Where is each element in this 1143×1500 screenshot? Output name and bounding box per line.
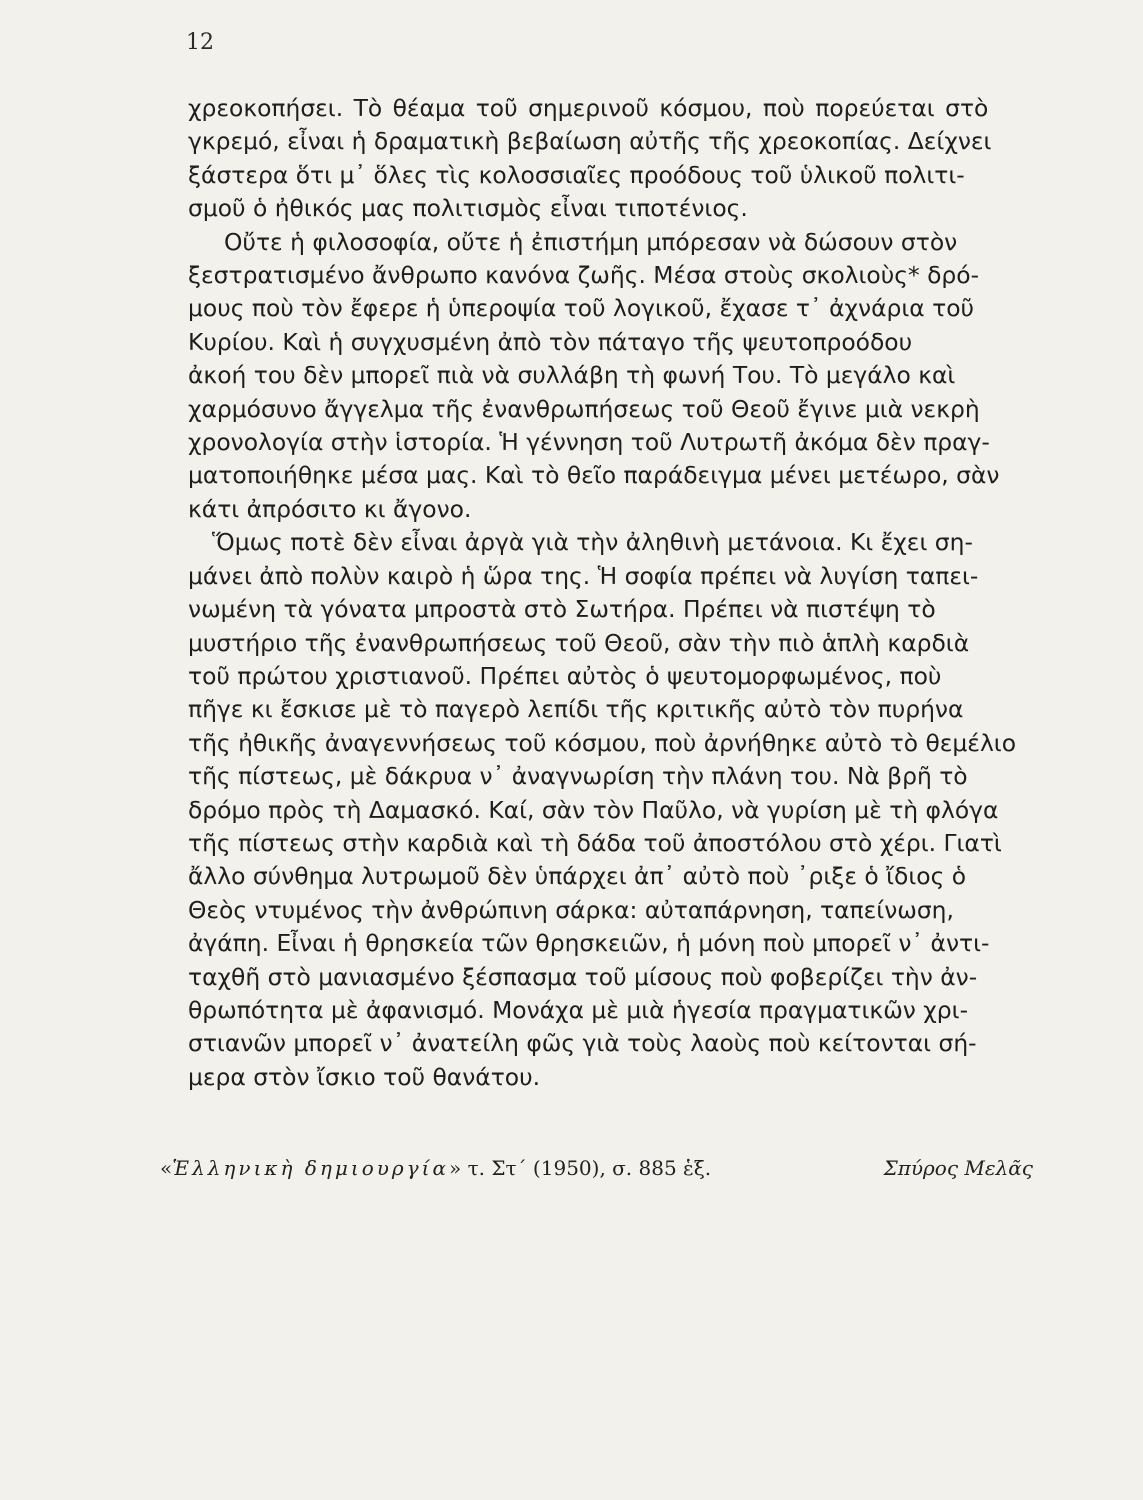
text-line: μυστήριο τῆς ἐνανθρωπήσεως τοῦ Θεοῦ, σὰν τὴν πιὸ ἁπλὴ καρδιὰ (188, 628, 970, 657)
text-line: Οὔτε ἡ φιλοσοφία, οὔτε ἡ ἐπιστήμη μπόρεσαν νὰ δώσουν στὸν (224, 227, 958, 256)
text-line: ξάστερα ὅτι μ᾿ ὅλες τὶς κολοσσιαῖες προόδους τοῦ ὑλικοῦ πολιτι- (188, 160, 965, 189)
text-line: νωμένη τὰ γόνατα μπροστὰ στὸ Σωτήρα. Πρέπει νὰ πιστέψη τὸ (188, 595, 936, 624)
text-line: Κυρίου. Καὶ ἡ συγχυσμένη ἀπὸ τὸν πάταγο τῆς ψευτοπροόδου (188, 327, 913, 356)
text-line: Θεὸς ντυμένος τὴν ἀνθρώπινη σάρκα: αὐταπάρνηση, ταπείνωση, (188, 895, 954, 924)
text-line: τῆς πίστεως στὴν καρδιὰ καὶ τὴ δάδα τοῦ ἀποστόλου στὸ χέρι. Γιατὶ (188, 828, 1002, 857)
page-number: 12 (186, 30, 214, 55)
text-line: πῆγε κι ἔσκισε μὲ τὸ παγερὸ λεπίδι τῆς κριτικῆς αὐτὸ τὸν πυρήνα (188, 695, 964, 724)
text-line: τοῦ πρώτου χριστιανοῦ. Πρέπει αὐτὸς ὁ ψευτομορφωμένος, ποὺ (188, 661, 942, 690)
text-line: μάνει ἀπὸ πολὺν καιρὸ ἡ ὥρα της. Ἡ σοφία πρέπει νὰ λυγίση ταπει- (188, 561, 979, 590)
text-line: ξεστρατισμένο ἄνθρωπο κανόνα ζωῆς. Μέσα στοὺς σκολιοὺς* δρό- (188, 261, 980, 290)
citation-details: » τ. Στ΄ (1950), σ. 885 ἑξ. (449, 1156, 712, 1180)
citation-title: Ἑλληνικὴ δημιουργία (172, 1156, 449, 1180)
text-line: χρεοκοπήσει. Τὸ θέαμα τοῦ σημερινοῦ κόσμου, ποὺ πορεύεται στὸ (188, 94, 989, 122)
author-name: Σπύρος Μελᾶς (883, 1156, 1033, 1180)
text-line: γκρεμό, εἶναι ἡ δραματικὴ βεβαίωση αὐτῆς τῆς χρεοκοπίας. Δείχνει (188, 127, 992, 156)
text-line: στιανῶν μπορεῖ ν᾿ ἀνατείλη φῶς γιὰ τοὺς λαοὺς ποὺ κείτονται σή- (188, 1029, 977, 1058)
text-line: ἄλλο σύνθημα λυτρωμοῦ δὲν ὑπάρχει ἀπ᾿ αὐτὸ ποὺ ᾿ριξε ὁ ἴδιος ὁ (188, 862, 967, 891)
text-line: ματοποιήθηκε μέσα μας. Καὶ τὸ θεῖο παράδειγμα μένει μετέωρο, σὰν (188, 461, 1000, 490)
text-line: μους ποὺ τὸν ἔφερε ἡ ὑπεροψία τοῦ λογικοῦ, ἔχασε τ᾿ ἀχνάρια τοῦ (188, 294, 975, 323)
body-text (188, 92, 1030, 1094)
citation-open-quote: « (160, 1156, 173, 1180)
text-line: ἀγάπη. Εἶναι ἡ θρησκεία τῶν θρησκειῶν, ἡ μόνη ποὺ μπορεῖ ν᾿ ἀντι- (188, 929, 990, 958)
text-line: ταχθῆ στὸ μανιασμένο ξέσπασμα τοῦ μίσους ποὺ φοβερίζει τὴν ἀν- (188, 962, 978, 991)
text-line: Ὅμως ποτὲ δὲν εἶναι ἀργὰ γιὰ τὴν ἀληθινὴ μετάνοια. Κι ἔχει ση- (212, 528, 973, 557)
text-line: θρωπότητα μὲ ἀφανισμό. Μονάχα μὲ μιὰ ἡγεσία πραγματικῶν χρι- (188, 995, 969, 1024)
text-line: χρονολογία στὴν ἱστορία. Ἡ γέννηση τοῦ Λυτρωτῆ ἀκόμα δὲν πραγ- (188, 428, 990, 457)
text-line: κάτι ἀπρόσιτο κι ἄγονο. (188, 494, 472, 523)
text-line: μερα στὸν ἴσκιο τοῦ θανάτου. (188, 1062, 541, 1091)
text-line: σμοῦ ὁ ἠθικός μας πολιτισμὸς εἶναι τιποτένιος. (188, 194, 748, 223)
text-line: τῆς πίστεως, μὲ δάκρυα ν᾿ ἀναγνωρίση τὴν πλάνη του. Νὰ βρῆ τὸ (188, 762, 968, 791)
text-line: δρόμο πρὸς τὴ Δαμασκό. Καί, σὰν τὸν Παῦλο, νὰ γυρίση μὲ τὴ φλόγα (188, 795, 999, 824)
text-line: τῆς ἠθικῆς ἀναγεννήσεως τοῦ κόσμου, ποὺ ἀρνήθηκε αὐτὸ τὸ θεμέλιο (188, 728, 1017, 757)
text-line: χαρμόσυνο ἄγγελμα τῆς ἐνανθρωπήσεως τοῦ Θεοῦ ἔγινε μιὰ νεκρὴ (188, 394, 980, 423)
text-line: ἀκοή του δὲν μπορεῖ πιὰ νὰ συλλάβη τὴ φωνή Του. Τὸ μεγάλο καὶ (188, 361, 956, 390)
